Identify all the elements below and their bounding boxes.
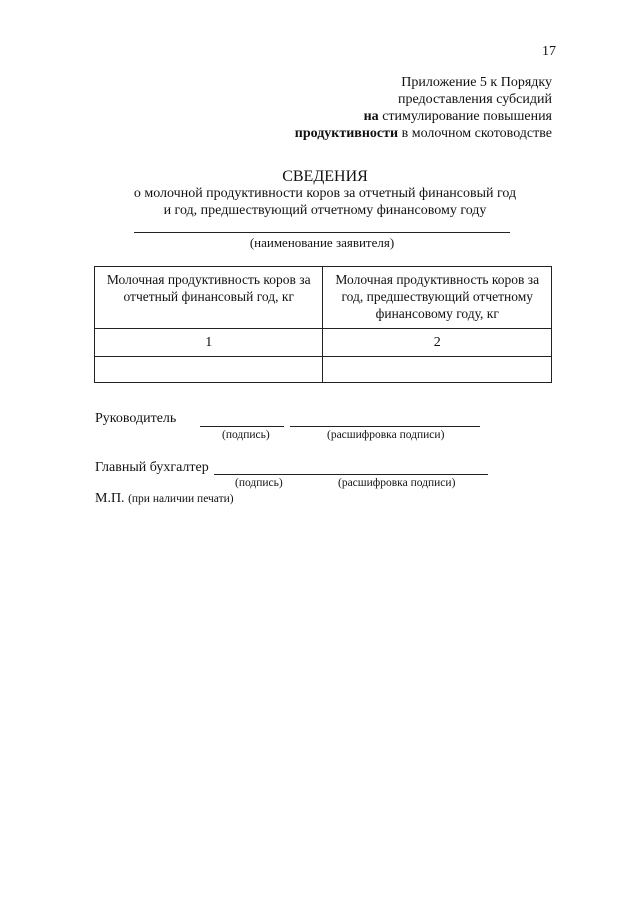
- table-header-row: [95, 267, 552, 329]
- column-number-1: 1: [95, 329, 323, 357]
- appendix-header: [250, 74, 552, 142]
- accountant-signature-line[interactable]: [214, 474, 488, 475]
- productivity-table: [94, 266, 552, 383]
- cell-current-year-value[interactable]: [95, 357, 323, 383]
- header-previous-year: Молочная продуктивность коров за год, предшествующий отчетному финансовому году, кг: [323, 267, 552, 329]
- column-number-2: 2: [323, 329, 552, 357]
- document-title: СВЕДЕНИЯ: [282, 168, 368, 185]
- stamp-place: [95, 491, 234, 507]
- cell-previous-year-value[interactable]: [323, 357, 552, 383]
- header-current-year: Молочная продуктивность коров за отчетный финансовый год, кг: [95, 267, 323, 329]
- page-number: 17: [542, 44, 556, 59]
- table-number-row: [95, 329, 552, 357]
- appendix-line-1: Приложение 5 к Порядку: [401, 75, 552, 90]
- accountant-signature-caption: (подпись): [235, 477, 283, 489]
- head-decoding-caption: (расшифровка подписи): [327, 429, 445, 441]
- subtitle-line-1: о молочной продуктивности коров за отчетный финансовый год: [133, 186, 517, 201]
- stamp-label: М.П.: [95, 491, 125, 506]
- applicant-name-caption: (наименование заявителя): [249, 235, 395, 250]
- appendix-line-4-rest: в молочном скотоводстве: [398, 126, 552, 141]
- head-signature-caption: (подпись): [222, 429, 270, 441]
- stamp-note: (при наличии печати): [128, 493, 234, 505]
- table-row: [95, 357, 552, 383]
- appendix-line-3-rest: стимулирование повышения: [378, 109, 552, 124]
- applicant-name-line[interactable]: [134, 232, 510, 233]
- appendix-line-3: [250, 108, 552, 125]
- appendix-line-3-bold: на: [363, 109, 379, 124]
- appendix-line-4-bold: продуктивности: [294, 126, 399, 141]
- accountant-decoding-caption: (расшифровка подписи): [338, 477, 456, 489]
- document-subtitle: [95, 185, 555, 219]
- subtitle-line-2: и год, предшествующий отчетному финансовому году: [163, 203, 487, 218]
- appendix-line-2: предоставления субсидий: [397, 92, 552, 107]
- appendix-line-4: [250, 125, 552, 142]
- accountant-label: Главный бухгалтер: [95, 460, 209, 475]
- head-decoding-line[interactable]: [290, 426, 480, 427]
- head-signature-line[interactable]: [200, 426, 284, 427]
- head-label: Руководитель: [95, 411, 177, 426]
